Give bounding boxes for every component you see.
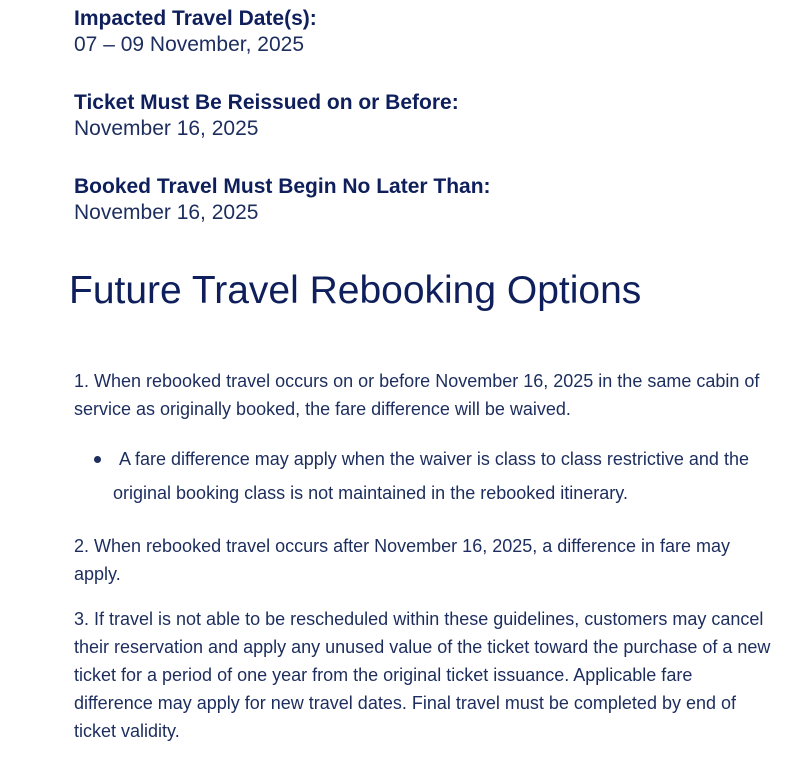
bullet-list	[74, 442, 774, 510]
reissue-deadline-block	[74, 90, 774, 142]
impacted-dates-block	[74, 6, 774, 58]
rebooking-option-3: 3. If travel is not able to be rescheduled within these guidelines, customers may cancel their reservation and apply any unused value of the ticket toward the purchase of a new ticket for a period of one year from the original ticket issuance. Applicable fare difference may apply for new travel dates. Final travel must be completed by end of ticket validity.	[74, 609, 771, 741]
impacted-dates-label: Impacted Travel Date(s):	[74, 7, 317, 30]
bullet-dot-icon	[94, 456, 101, 463]
reissue-deadline-value: November 16, 2025	[74, 117, 259, 140]
travel-begin-value: November 16, 2025	[74, 201, 259, 224]
section-heading: Future Travel Rebooking Options	[69, 269, 642, 312]
impacted-dates-value: 07 – 09 November, 2025	[74, 33, 304, 56]
reissue-deadline-label: Ticket Must Be Reissued on or Before:	[74, 91, 459, 114]
rebooking-option-2: 2. When rebooked travel occurs after November 16, 2025, a difference in fare may apply.	[74, 536, 731, 584]
rebooking-option-1: 1. When rebooked travel occurs on or before November 16, 2025 in the same cabin of service as originally booked, the fare difference will be waived.	[74, 371, 760, 419]
option-1-bullets	[74, 442, 774, 510]
bullet-text: A fare difference may apply when the waiver is class to class restrictive and the original booking class is not maintained in the rebooked itinerary.	[113, 449, 749, 503]
travel-begin-label: Booked Travel Must Begin No Later Than:	[74, 175, 491, 198]
travel-begin-block	[74, 174, 774, 226]
list-item	[74, 442, 774, 510]
